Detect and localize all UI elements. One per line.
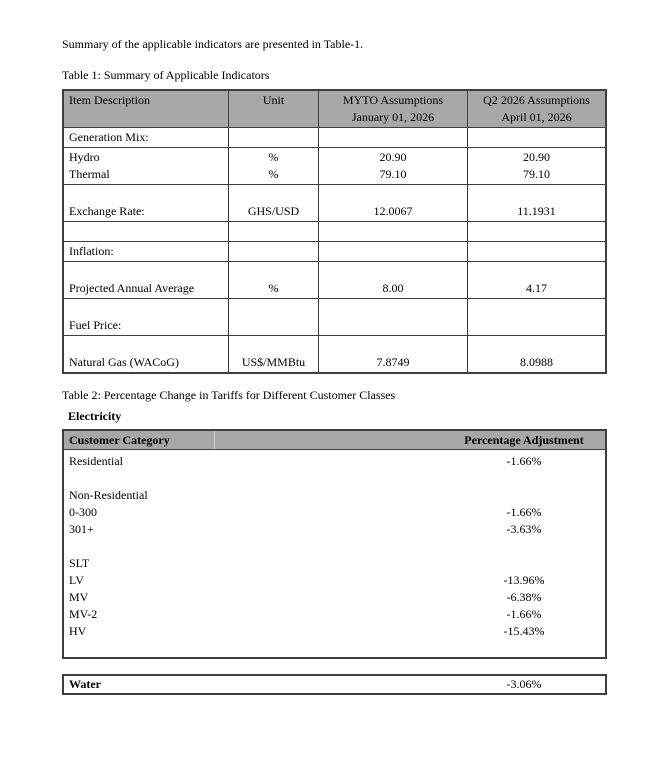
cell-line — [229, 186, 318, 203]
tariff-table-header-row — [64, 431, 605, 450]
header-cell-q2-assumptions — [468, 91, 605, 127]
category-cell: MV-2 — [69, 607, 98, 621]
cell-line: Projected Annual Average — [69, 281, 195, 295]
cell-line: Q2 2026 Assumptions — [483, 93, 590, 107]
cell-line: Thermal — [69, 167, 110, 181]
cell-line — [319, 223, 467, 240]
cell-line — [319, 129, 467, 146]
category-cell: 0-300 — [69, 505, 97, 519]
cell-line — [319, 263, 467, 280]
cell-line — [229, 243, 318, 260]
cell-line: Generation Mix: — [69, 130, 149, 144]
cell-line: % — [268, 281, 279, 295]
value-cell: -13.96% — [503, 573, 545, 587]
tariff-row-hv — [64, 623, 605, 640]
cell-line — [229, 109, 318, 126]
water-row — [62, 674, 607, 695]
cell-line — [69, 109, 224, 126]
table-row-natural-gas — [64, 335, 605, 372]
header-cell-item-description — [64, 91, 229, 127]
cell-line: 8.00 — [382, 281, 404, 295]
tariff-row-mv-2 — [64, 606, 605, 623]
header-cell-percentage-adjustment: Percentage Adjustment — [464, 433, 584, 447]
cell-line — [229, 223, 318, 240]
value-cell — [443, 470, 605, 487]
cell-line: April 01, 2026 — [501, 110, 572, 124]
cell-line — [69, 223, 224, 240]
water-value: -3.06% — [506, 677, 542, 691]
cell-line: 11.1931 — [517, 204, 556, 218]
table-row-exchange-rate — [64, 184, 605, 221]
value-cell: -1.66% — [506, 607, 542, 621]
table1-caption: Table 1: Summary of Applicable Indicators — [62, 68, 270, 82]
cell-line — [69, 337, 224, 354]
table-row-hydro-thermal — [64, 147, 605, 184]
cell-line: 79.10 — [523, 167, 550, 181]
category-cell — [64, 470, 443, 487]
cell-line — [468, 317, 605, 334]
water-label: Water — [69, 677, 101, 691]
cell-line — [69, 263, 224, 280]
tariff-row-residential — [64, 453, 605, 470]
table-row-generation-mix — [64, 127, 605, 147]
cell-line: Exchange Rate: — [69, 204, 145, 218]
tariff-row-0-300 — [64, 504, 605, 521]
value-cell: -1.66% — [506, 454, 542, 468]
cell-line — [468, 243, 605, 260]
value-cell — [443, 555, 605, 572]
cell-line — [69, 300, 224, 317]
header-cell-unit — [229, 91, 319, 127]
header-cell-spacer — [215, 431, 443, 449]
value-cell: -1.66% — [506, 505, 542, 519]
value-cell: -15.43% — [503, 624, 545, 638]
cell-line: Inflation: — [69, 244, 114, 258]
category-cell: SLT — [69, 556, 90, 570]
table-row-projected-annual-average — [64, 261, 605, 298]
table2-caption: Table 2: Percentage Change in Tariffs for Different Customer Classes — [62, 388, 396, 402]
cell-line: 4.17 — [526, 281, 547, 295]
cell-line — [468, 300, 605, 317]
value-cell — [443, 487, 605, 504]
tariff-row-lv — [64, 572, 605, 589]
cell-line — [229, 300, 318, 317]
cell-line: US$/MMBtu — [241, 355, 306, 369]
tariff-row-blank — [64, 538, 605, 555]
tariff-row-blank — [64, 470, 605, 487]
category-cell: Residential — [69, 454, 123, 468]
cell-line: January 01, 2026 — [351, 110, 435, 124]
cell-line: 20.90 — [379, 150, 407, 164]
cell-line — [468, 223, 605, 240]
cell-line — [319, 243, 467, 260]
cell-line: MYTO Assumptions — [342, 93, 444, 107]
tariff-table — [62, 429, 607, 659]
electricity-section-label: Electricity — [68, 409, 122, 423]
category-cell: 301+ — [69, 522, 94, 536]
tariff-row-non-residential — [64, 487, 605, 504]
cell-line — [229, 337, 318, 354]
category-cell — [64, 640, 443, 657]
cell-line: 7.8749 — [376, 355, 410, 369]
tariff-row-301-plus — [64, 521, 605, 538]
cell-line — [319, 337, 467, 354]
table-row-empty — [64, 221, 605, 241]
category-cell — [64, 538, 443, 555]
tariff-row-mv — [64, 589, 605, 606]
category-cell: MV — [69, 590, 89, 604]
category-cell: LV — [69, 573, 84, 587]
table-row-inflation — [64, 241, 605, 261]
cell-line: 79.10 — [379, 167, 407, 181]
cell-line: 8.0988 — [520, 355, 553, 369]
indicators-table-header-row — [64, 91, 605, 127]
value-cell — [443, 640, 605, 657]
header-cell-myto-assumptions — [319, 91, 468, 127]
cell-line — [468, 186, 605, 203]
cell-line — [69, 186, 224, 203]
cell-line: Unit — [262, 93, 285, 107]
value-cell: -3.63% — [506, 522, 542, 536]
cell-line: Hydro — [69, 150, 100, 164]
cell-line — [319, 300, 467, 317]
value-cell — [443, 538, 605, 555]
cell-line — [229, 129, 318, 146]
cell-line: 20.90 — [523, 150, 550, 164]
cell-line: Fuel Price: — [69, 318, 122, 332]
cell-line — [468, 337, 605, 354]
header-cell-customer-category: Customer Category — [64, 431, 215, 449]
cell-line — [229, 263, 318, 280]
tariff-row-blank — [64, 640, 605, 657]
intro-text: Summary of the applicable indicators are presented in Table-1. — [62, 37, 364, 51]
cell-line: % — [268, 150, 279, 164]
cell-line: 12.0067 — [373, 204, 413, 218]
cell-line: Natural Gas (WACoG) — [69, 355, 179, 369]
category-cell: Non-Residential — [69, 488, 148, 502]
tariff-row-slt — [64, 555, 605, 572]
cell-line: % — [268, 167, 279, 181]
category-cell: HV — [69, 624, 87, 638]
cell-line — [319, 186, 467, 203]
cell-line — [468, 263, 605, 280]
table-row-fuel-price — [64, 298, 605, 335]
cell-line: GHS/USD — [247, 204, 300, 218]
tariff-table-body — [64, 450, 605, 657]
cell-line — [468, 129, 605, 146]
cell-line: Item Description — [69, 93, 150, 107]
cell-line — [229, 317, 318, 334]
indicators-table — [62, 89, 607, 374]
cell-line — [319, 317, 467, 334]
value-cell: -6.38% — [506, 590, 542, 604]
